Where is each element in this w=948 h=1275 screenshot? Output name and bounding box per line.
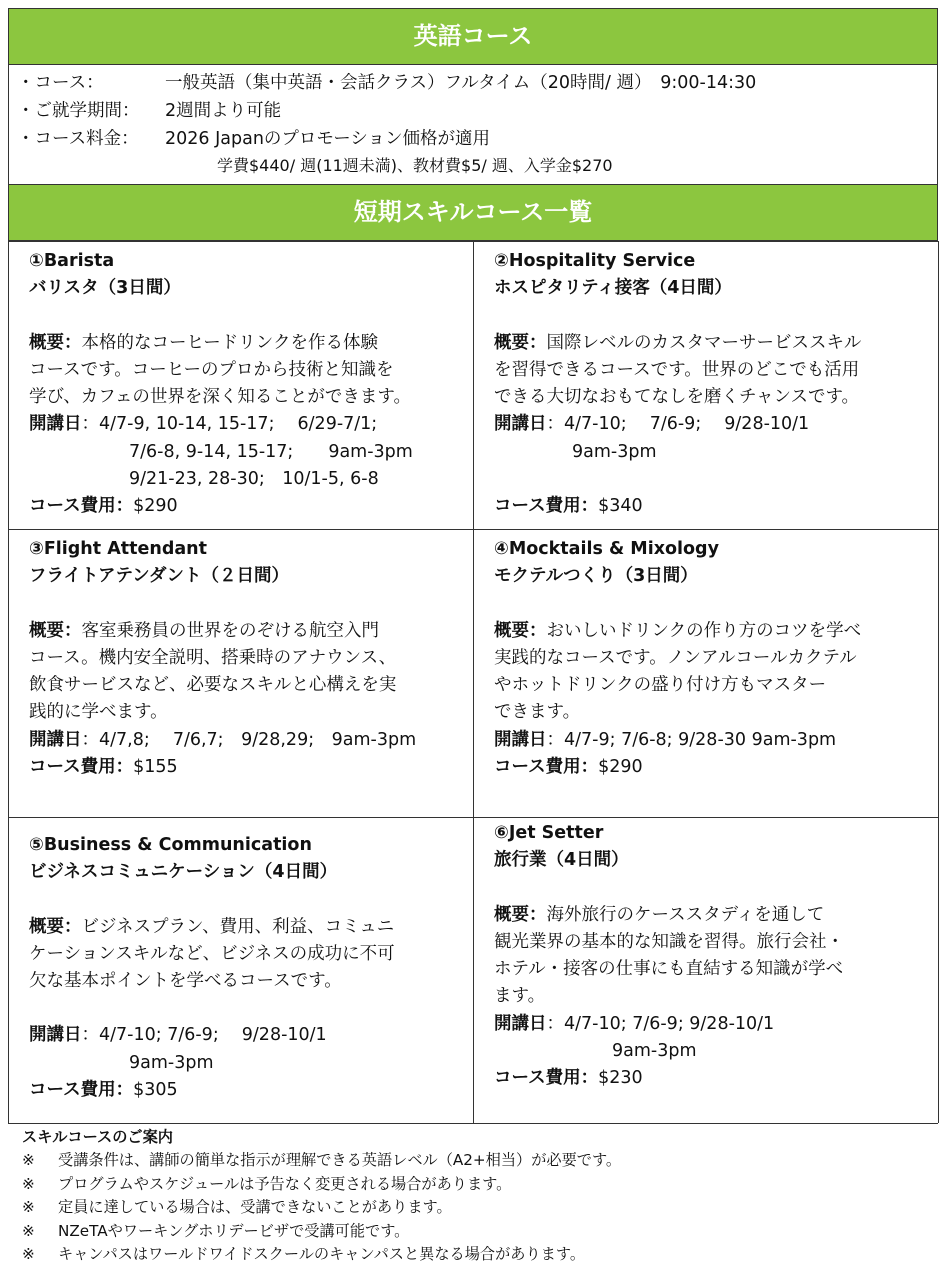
course-row	[17, 69, 927, 97]
course-dates: 開講日：4/7-9, 10-14, 15-17; 6/29-7/1;	[29, 414, 378, 435]
course-card-barista: ①Barista バリスタ（3日間） 概要：本格的なコーヒードリンクを作る体験 コースです。コーヒーのプロから技術と知識を 学び、カフェの世界を深く知ることができます。 開講日：4/7-9, 10-14, 15-17; 6/29-7/1; 7/6-8, 9-14, 15-17; 9am-3pm 9/21-23, 28-30; 10/1-5, 6-8 コース費用：$290	[9, 241, 474, 529]
fee-details: 学費$440/ 週(11週未満)、教材費$5/ 週、入学金$270	[217, 156, 613, 175]
course-title-ja: バリスタ（3日間）	[29, 278, 181, 299]
course-title-ja: フライトアテンダント（２日間）	[29, 566, 290, 587]
row-label: ・コース：	[17, 73, 104, 93]
course-card-business: ⑤Business & Communication ビジネスコミュニケーション（4日間） 概要：ビジネスプラン、費用、利益、コミュニ ケーションスキルなど、ビジネスの成功に不可 欠な基本ポイントを学べるコースです。 開講日：4/7-10; 7/6-9; 9/28-10/1 9am-3pm コース費用：$305	[9, 817, 474, 1123]
row-label: ・ご就学期間：	[17, 101, 140, 121]
course-summary: 概要：客室乗務員の世界をのぞける航空入門	[29, 620, 379, 641]
course-fee: コース費用：$340	[494, 496, 643, 517]
note-item: ※ 受講条件は、講師の簡単な指示が理解できる英語レベル（A2+相当）が必要です。	[22, 1151, 622, 1170]
course-summary: 概要：本格的なコーヒードリンクを作る体験	[29, 332, 378, 353]
course-summary: 概要：おいしいドリンクの作り方のコツを学べ	[494, 620, 862, 641]
course-card-jet-setter: ⑥Jet Setter 旅行業（4日間） 概要：海外旅行のケーススタディを通して 観光業界の基本的な知識を習得。旅行会社・ ホテル・接客の仕事にも直結する知識が学べ ます。 開講日：4/7-10; 7/6-9; 9/28-10/1 9am-3pm コース費用：$230	[474, 817, 939, 1123]
row-label: ・コース料金：	[17, 129, 139, 149]
duration-row	[17, 97, 927, 125]
course-summary: 概要：海外旅行のケーススタディを通して	[494, 904, 825, 925]
row-value: 2026 Japanのプロモーション価格が適用	[165, 129, 491, 149]
course-summary: 概要：国際レベルのカスタマーサービススキル	[494, 332, 862, 353]
note-item: ※ NZeTAやワーキングホリデービザで受講可能です。	[22, 1221, 410, 1240]
course-grid	[8, 241, 938, 1124]
row-value: 2週間より可能	[165, 101, 282, 121]
course-title-en: ⑤Business & Communication	[29, 835, 312, 855]
course-title-ja: ビジネスコミュニケーション（4日間）	[29, 862, 338, 883]
course-summary: 概要：ビジネスプラン、費用、利益、コミュニ	[29, 916, 395, 937]
course-title-en: ①Barista	[29, 251, 115, 271]
course-fee: コース費用：$305	[29, 1080, 178, 1101]
course-dates: 開講日：4/7-10; 7/6-9; 9/28-10/1	[494, 1013, 775, 1034]
english-course-info	[8, 65, 938, 184]
course-title-en: ⑥Jet Setter	[494, 823, 604, 843]
course-dates: 開講日：4/7-10; 7/6-9; 9/28-10/1	[29, 1025, 327, 1046]
skill-course-notes	[22, 1126, 621, 1266]
course-title-ja: 旅行業（4日間）	[494, 850, 629, 871]
course-fee: コース費用：$290	[29, 496, 178, 517]
english-course-header: 英語コース	[8, 8, 938, 65]
course-fee: コース費用：$155	[29, 757, 178, 778]
skill-courses-header: 短期スキルコース一覧	[8, 184, 938, 241]
course-title-ja: ホスピタリティ接客（4日間）	[494, 278, 732, 299]
course-dates: 開講日：4/7-10; 7/6-9; 9/28-10/1	[494, 414, 810, 435]
course-title-en: ④Mocktails & Mixology	[494, 539, 719, 559]
course-fee: コース費用：$290	[494, 757, 643, 778]
course-title-en: ②Hospitality Service	[494, 251, 696, 271]
course-fee: コース費用：$230	[494, 1068, 643, 1089]
course-card-mocktails: ④Mocktails & Mixology モクテルつくり（3日間） 概要：おいしいドリンクの作り方のコツを学べ 実践的なコースです。ノンアルコールカクテル やホットドリンクの盛り付け方もマスター できます。 開講日：4/7-9; 7/6-8; 9/28-30 9am-3pm コース費用：$290	[474, 529, 939, 817]
course-dates: 開講日：4/7,8; 7/6,7; 9/28,29; 9am-3pm	[29, 729, 417, 750]
course-dates: 開講日：4/7-9; 7/6-8; 9/28-30 9am-3pm	[494, 729, 837, 750]
note-item: ※ キャンパスはワールドワイドスクールのキャンパスと異なる場合があります。	[22, 1245, 586, 1264]
row-value: 一般英語（集中英語・会話クラス）フルタイム（20時間/ 週） 9:00-14:30	[165, 73, 757, 93]
course-card-hospitality: ②Hospitality Service ホスピタリティ接客（4日間） 概要：国際レベルのカスタマーサービススキル を習得できるコースです。世界のどこでも活用 できる大切なおもてなしを磨くチャンスです。 開講日：4/7-10; 7/6-9; 9/28-10/1 9am-3pm コース費用：$340	[474, 241, 939, 529]
course-card-flight-attendant: ③Flight Attendant フライトアテンダント（２日間） 概要：客室乗務員の世界をのぞける航空入門 コース。機内安全説明、搭乗時のアナウンス、 飲食サービスなど、必要なスキルと心構えを実 践的に学べます。 開講日：4/7,8; 7/6,7; 9/28,29; 9am-3pm コース費用：$155	[9, 529, 474, 817]
course-title-ja: モクテルつくり（3日間）	[494, 566, 698, 587]
note-item: ※ 定員に達している場合は、受講できないことがあります。	[22, 1198, 452, 1217]
course-sheet	[8, 8, 938, 1124]
notes-title: スキルコースのご案内	[22, 1128, 173, 1146]
course-title-en: ③Flight Attendant	[29, 539, 207, 559]
note-item: ※ プログラムやスケジュールは予告なく変更される場合があります。	[22, 1174, 512, 1193]
fee-row	[17, 125, 927, 153]
